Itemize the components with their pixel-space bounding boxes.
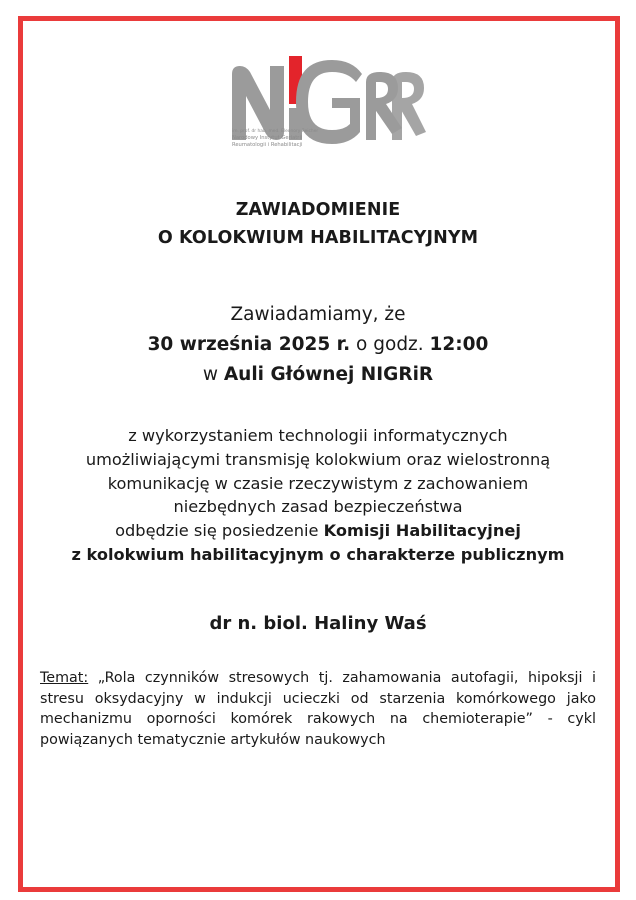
meeting-date: 30 września 2025 r.	[147, 334, 351, 355]
description-line-bold	[0, 543, 636, 567]
announcement-datetime	[0, 330, 636, 360]
logo-caption-line: im. prof. dr hab. med. Eleonory Reicher	[232, 129, 319, 134]
document-title	[0, 196, 636, 252]
announcement	[0, 300, 636, 390]
title-line-2: O KOLOKWIUM HABILITACYJNYM	[157, 228, 479, 248]
colloquium-note: z kolokwium habilitacyjnym o charakterze publicznym	[71, 544, 565, 564]
description-line: umożliwiającymi transmisję kolokwium oraz wielostronną	[85, 449, 551, 469]
committee-name: Komisji Habilitacyjnej	[323, 521, 521, 541]
description-prefix: odbędzie się posiedzenie	[115, 521, 324, 541]
logo-letter-r2	[392, 72, 426, 140]
topic-label: Temat:	[40, 670, 89, 686]
topic-text: „Rola czynników stresowych tj. zahamowania autofagii, hipoksji i stresu oksydacyjny w indukcji ucieczki od starzenia komórkowego jako mechanizmu oporności komórek rakowych na chemioterapie” - cykl powiązanych tematycznie artykułów naukowych	[40, 670, 596, 748]
description-line: niezbędnych zasad bezpieczeństwa	[173, 497, 463, 517]
title-line-1: ZAWIADOMIENIE	[235, 200, 401, 220]
place-prefix: w	[202, 364, 224, 385]
logo-caption	[232, 128, 318, 149]
nigrr-logo	[228, 52, 428, 172]
candidate-name: dr n. biol. Haliny Waś	[209, 613, 427, 634]
description-line	[0, 519, 636, 543]
meeting-place: Auli Głównej NIGRiR	[223, 364, 434, 385]
announcement-intro: Zawiadamiamy, że	[230, 304, 406, 325]
announcement-place	[0, 360, 636, 390]
time-prefix: o godz.	[350, 334, 430, 355]
topic	[40, 668, 596, 750]
logo-caption-line: Reumatologii i Rehabilitacji	[232, 142, 303, 148]
description-line: komunikację w czasie rzeczywistym z zachowaniem	[107, 473, 529, 493]
meeting-time: 12:00	[429, 334, 489, 355]
meeting-description	[0, 424, 636, 567]
description-line: z wykorzystaniem technologii informatycznych	[128, 426, 508, 445]
logo-caption-line: Narodowy Instytut Geriatrii	[232, 135, 303, 141]
